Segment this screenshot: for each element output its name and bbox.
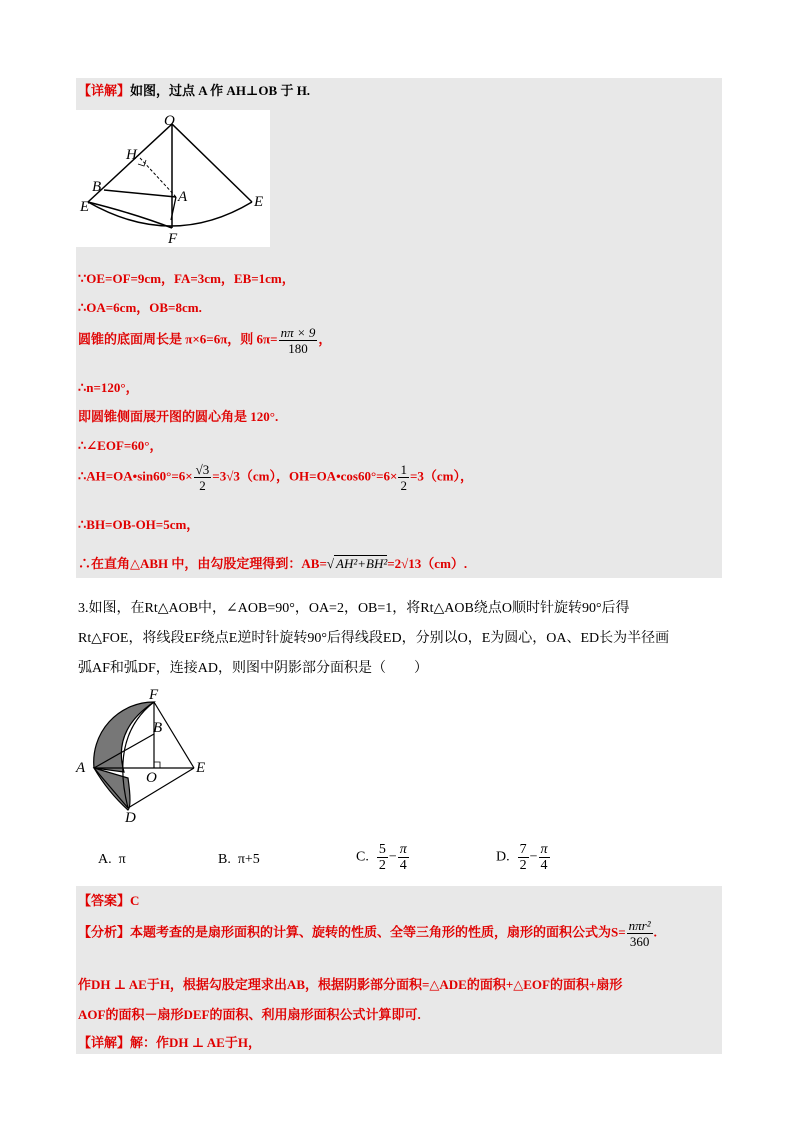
label-F: F [168, 231, 178, 247]
detail-tag: 【详解】 [78, 83, 131, 98]
option-c-letter: C. [356, 849, 369, 865]
option-b-letter: B. [218, 852, 231, 867]
analysis-line-1 [78, 918, 657, 949]
question-line-3: 弧AF和弧DF，连接AD，则图中阴影部分面积是（ ） [78, 661, 429, 676]
label-A: A [76, 760, 86, 776]
detail2-tag: 【详解】 [78, 1035, 131, 1050]
step-2: ∴OA=6cm，OB=8cm. [78, 300, 202, 315]
option-d-den1: 2 [519, 858, 527, 873]
step-1: ∵OE=OF=9cm，FA=3cm，EB=1cm， [78, 271, 295, 286]
detail2-text: 解：作DH ⊥ AE于H， [130, 1035, 261, 1050]
step-9-text-a: ∴在直角△ABH 中，由勾股定理得到：AB= [78, 556, 327, 571]
analysis-numerator: nπr² [628, 918, 651, 933]
step-7-text-b: =3√3（cm），OH=OA•cos60°=6× [212, 468, 398, 484]
label-F: F [149, 687, 159, 703]
analysis-line-3: AOF的面积－扇形DEF的面积、利用扇形面积公式计算即可. [78, 1007, 421, 1022]
detail2-line [78, 1032, 261, 1051]
step-7-den1: 2 [199, 478, 206, 493]
step-3 [78, 325, 331, 356]
answer-tag: 【答案】 [78, 893, 131, 908]
option-d[interactable] [496, 842, 551, 873]
option-c-num1: 5 [378, 842, 386, 857]
label-B: B [153, 720, 163, 736]
label-E-right: E [254, 194, 264, 210]
analysis-tag: 【分析】 [78, 924, 131, 940]
step-7-den2: 2 [400, 478, 407, 493]
option-c[interactable] [356, 842, 410, 873]
step-3-end: ， [318, 331, 332, 347]
label-O: O [164, 113, 175, 129]
cone-sector-figure [76, 110, 270, 247]
detail-header [78, 80, 310, 99]
label-D: D [125, 810, 136, 826]
analysis-line-2: 作DH ⊥ AE于H，根据勾股定理求出AB，根据阴影部分面积=△ADE的面积+△EOF的面积+扇形 [78, 977, 623, 992]
label-B: B [92, 179, 102, 195]
step-7-text-a: ∴AH=OA•sin60°=6× [78, 468, 193, 484]
question-line-2: Rt△FOE，将线段EF绕点E逆时针旋转90°后得线段ED，分别以O，E为圆心，OA、ED长为半径画 [78, 631, 670, 646]
label-E: E [196, 760, 206, 776]
option-a-value: π [118, 852, 126, 867]
option-d-letter: D. [496, 849, 510, 865]
question-line-1: 3.如图，在Rt△AOB中，∠AOB=90°，OA=2，OB=1，将Rt△AOB绕点O顺时针旋转90°后得 [78, 601, 630, 616]
step-5: 即圆锥侧面展开图的圆心角是 120°. [78, 409, 279, 424]
label-H: H [126, 147, 137, 163]
option-d-num2: π [540, 842, 548, 857]
step-7-num1: √3 [195, 462, 210, 477]
analysis-end: . [653, 924, 657, 940]
label-A: A [178, 189, 188, 205]
option-a-letter: A. [98, 852, 112, 867]
option-c-den1: 2 [378, 858, 386, 873]
analysis-text-1: 本题考查的是扇形面积的计算、旋转的性质、全等三角形的性质，扇形的面积公式为S= [130, 924, 626, 940]
answer-line [78, 890, 139, 909]
option-d-den2: 4 [540, 858, 548, 873]
step-3-denominator: 180 [288, 341, 308, 356]
analysis-denominator: 360 [629, 934, 650, 949]
detail-text: 如图，过点 A 作 AH⊥OB 于 H. [130, 83, 311, 98]
step-6: ∴∠EOF=60°， [78, 438, 163, 453]
answer-value: C [130, 893, 140, 908]
step-3-numerator: nπ × 9 [280, 325, 316, 340]
option-c-den2: 4 [399, 858, 407, 873]
option-c-minus: − [388, 849, 397, 865]
option-b[interactable] [218, 852, 260, 868]
step-9: ∴在直角△ABH 中，由勾股定理得到：AB=√ AH²+BH²=2√13（cm）. [78, 556, 468, 571]
step-7 [78, 462, 473, 493]
step-7-num2: 1 [400, 462, 407, 477]
step-7-text-c: =3（cm）， [409, 468, 473, 484]
option-a[interactable] [98, 852, 126, 868]
solution-panel-bottom [76, 886, 722, 1054]
label-E-left: E [80, 199, 90, 215]
step-8: ∴BH=OB-OH=5cm， [78, 517, 200, 532]
label-O: O [146, 770, 157, 786]
step-9-radicand: AH²+BH² [336, 556, 388, 571]
shaded-sector-figure [72, 686, 217, 826]
option-b-value: π+5 [237, 852, 260, 867]
option-c-num2: π [399, 842, 407, 857]
step-4: ∴n=120°， [78, 380, 139, 395]
option-d-minus: − [529, 849, 538, 865]
step-3-text: 圆锥的底面周长是 π×6=6π，则 6π= [78, 331, 278, 347]
option-d-num1: 7 [519, 842, 527, 857]
step-9-text-b: =2√13（cm）. [387, 556, 468, 571]
